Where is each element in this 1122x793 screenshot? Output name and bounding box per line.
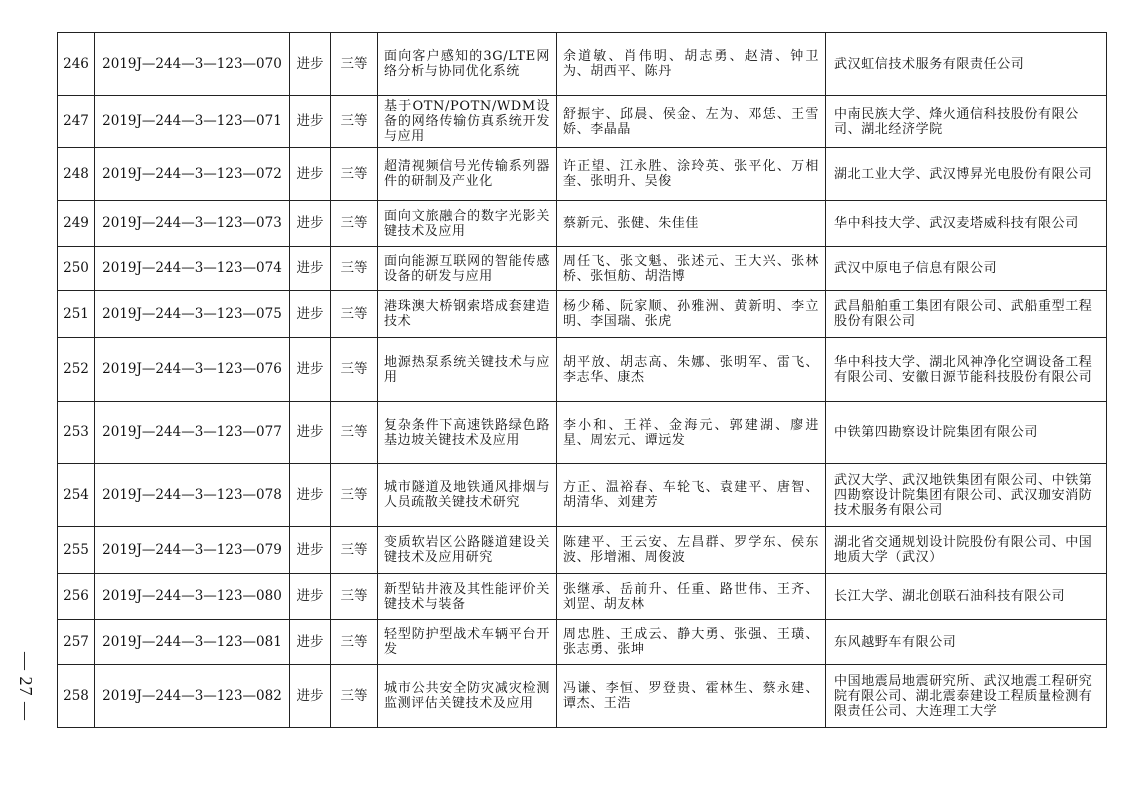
page-number-text: — 27 — <box>15 651 36 721</box>
registration-code-cell: 2019J—244—3—123—082 <box>95 665 290 728</box>
registration-code-cell: 2019J—244—3—123—076 <box>95 338 290 402</box>
row-number-cell: 250 <box>58 247 95 291</box>
award-type-cell: 进步 <box>290 291 331 338</box>
participants-cell: 周忠胜、王成云、静大勇、张强、王璜、张志勇、张坤 <box>557 620 826 665</box>
registration-code-cell: 2019J—244—3—123—077 <box>95 402 290 464</box>
project-title-cell: 地源热泵系统关键技术与应用 <box>378 338 557 402</box>
organizations-cell: 湖北省交通规划设计院股份有限公司、中国地质大学（武汉） <box>826 527 1107 574</box>
table-row <box>58 527 1107 574</box>
row-number-cell: 253 <box>58 402 95 464</box>
award-grade-cell: 三等 <box>331 96 378 148</box>
organizations-cell: 华中科技大学、武汉麦塔威科技有限公司 <box>826 201 1107 247</box>
participants-cell: 舒振宇、邱晨、侯金、左为、邓恁、王雪娇、李晶晶 <box>557 96 826 148</box>
award-type-cell: 进步 <box>290 527 331 574</box>
award-grade-cell: 三等 <box>331 402 378 464</box>
organizations-cell: 中国地震局地震研究所、武汉地震工程研究院有限公司、湖北震泰建设工程质量检测有限责任公司、大连理工大学 <box>826 665 1107 728</box>
organizations-cell: 中南民族大学、烽火通信科技股份有限公司、湖北经济学院 <box>826 96 1107 148</box>
project-title-cell: 变质软岩区公路隧道建设关键技术及应用研究 <box>378 527 557 574</box>
organizations-cell: 东风越野车有限公司 <box>826 620 1107 665</box>
award-grade-cell: 三等 <box>331 665 378 728</box>
table-row <box>58 665 1107 728</box>
table-row <box>58 247 1107 291</box>
registration-code-cell: 2019J—244—3—123—081 <box>95 620 290 665</box>
registration-code-cell: 2019J—244—3—123—070 <box>95 33 290 96</box>
award-grade-cell: 三等 <box>331 338 378 402</box>
registration-code-cell: 2019J—244—3—123—079 <box>95 527 290 574</box>
award-type-cell: 进步 <box>290 402 331 464</box>
registration-code-cell: 2019J—244—3—123—072 <box>95 148 290 201</box>
award-type-cell: 进步 <box>290 247 331 291</box>
award-type-cell: 进步 <box>290 201 331 247</box>
organizations-cell: 湖北工业大学、武汉博昇光电股份有限公司 <box>826 148 1107 201</box>
participants-cell: 冯谦、李恒、罗登贵、霍林生、蔡永建、谭杰、王浩 <box>557 665 826 728</box>
registration-code-cell: 2019J—244—3—123—075 <box>95 291 290 338</box>
organizations-cell: 长江大学、湖北创联石油科技有限公司 <box>826 574 1107 620</box>
registration-code-cell: 2019J—244—3—123—074 <box>95 247 290 291</box>
table-row <box>58 33 1107 96</box>
project-title-cell: 超清视频信号光传输系列器件的研制及产业化 <box>378 148 557 201</box>
award-grade-cell: 三等 <box>331 464 378 527</box>
participants-cell: 周任飞、张文魁、张述元、王大兴、张林桥、张恒舫、胡浩博 <box>557 247 826 291</box>
table-row <box>58 291 1107 338</box>
project-title-cell: 基于OTN/POTN/WDM设备的网络传输仿真系统开发与应用 <box>378 96 557 148</box>
row-number-cell: 248 <box>58 148 95 201</box>
row-number-cell: 246 <box>58 33 95 96</box>
award-type-cell: 进步 <box>290 574 331 620</box>
project-title-cell: 面向能源互联网的智能传感设备的研发与应用 <box>378 247 557 291</box>
participants-cell: 蔡新元、张健、朱佳佳 <box>557 201 826 247</box>
award-type-cell: 进步 <box>290 33 331 96</box>
project-title-cell: 港珠澳大桥钢索塔成套建造技术 <box>378 291 557 338</box>
registration-code-cell: 2019J—244—3—123—073 <box>95 201 290 247</box>
organizations-cell: 武昌船舶重工集团有限公司、武船重型工程股份有限公司 <box>826 291 1107 338</box>
award-type-cell: 进步 <box>290 464 331 527</box>
project-title-cell: 复杂条件下高速铁路绿色路基边坡关键技术及应用 <box>378 402 557 464</box>
award-grade-cell: 三等 <box>331 527 378 574</box>
participants-cell: 方正、温裕春、车轮飞、袁建平、唐智、胡清华、刘建芳 <box>557 464 826 527</box>
table-row <box>58 402 1107 464</box>
organizations-cell: 武汉中原电子信息有限公司 <box>826 247 1107 291</box>
organizations-cell: 武汉虹信技术服务有限责任公司 <box>826 33 1107 96</box>
participants-cell: 杨少稀、阮家顺、孙雅洲、黄新明、李立明、李国瑞、张虎 <box>557 291 826 338</box>
table-row <box>58 464 1107 527</box>
award-grade-cell: 三等 <box>331 574 378 620</box>
row-number-cell: 258 <box>58 665 95 728</box>
award-grade-cell: 三等 <box>331 148 378 201</box>
organizations-cell: 武汉大学、武汉地铁集团有限公司、中铁第四勘察设计院集团有限公司、武汉珈安消防技术服务有限公司 <box>826 464 1107 527</box>
row-number-cell: 251 <box>58 291 95 338</box>
award-grade-cell: 三等 <box>331 291 378 338</box>
award-type-cell: 进步 <box>290 665 331 728</box>
table-row <box>58 338 1107 402</box>
award-grade-cell: 三等 <box>331 201 378 247</box>
table-row <box>58 148 1107 201</box>
award-type-cell: 进步 <box>290 620 331 665</box>
participants-cell: 李小和、王祥、金海元、郭建湖、廖进星、周宏元、谭远发 <box>557 402 826 464</box>
table-row <box>58 574 1107 620</box>
registration-code-cell: 2019J—244—3—123—080 <box>95 574 290 620</box>
participants-cell: 张继承、岳前升、任重、路世伟、王齐、刘罡、胡友林 <box>557 574 826 620</box>
table-row <box>58 96 1107 148</box>
organizations-cell: 中铁第四勘察设计院集团有限公司 <box>826 402 1107 464</box>
participants-cell: 许正望、江永胜、涂玲英、张平化、万相奎、张明升、吴俊 <box>557 148 826 201</box>
project-title-cell: 城市隧道及地铁通风排烟与人员疏散关键技术研究 <box>378 464 557 527</box>
award-type-cell: 进步 <box>290 148 331 201</box>
project-title-cell: 面向客户感知的3G/LTE网络分析与协同优化系统 <box>378 33 557 96</box>
row-number-cell: 257 <box>58 620 95 665</box>
row-number-cell: 247 <box>58 96 95 148</box>
award-grade-cell: 三等 <box>331 620 378 665</box>
row-number-cell: 256 <box>58 574 95 620</box>
page-number <box>14 630 36 742</box>
award-grade-cell: 三等 <box>331 247 378 291</box>
participants-cell: 陈建平、王云安、左昌群、罗学东、侯东波、彤增湘、周俊波 <box>557 527 826 574</box>
award-grade-cell: 三等 <box>331 33 378 96</box>
award-type-cell: 进步 <box>290 338 331 402</box>
row-number-cell: 254 <box>58 464 95 527</box>
registration-code-cell: 2019J—244—3—123—071 <box>95 96 290 148</box>
table-row <box>58 620 1107 665</box>
registration-code-cell: 2019J—244—3—123—078 <box>95 464 290 527</box>
row-number-cell: 255 <box>58 527 95 574</box>
project-title-cell: 新型钻井液及其性能评价关键技术与装备 <box>378 574 557 620</box>
project-title-cell: 面向文旅融合的数字光影关键技术及应用 <box>378 201 557 247</box>
organizations-cell: 华中科技大学、湖北风神净化空调设备工程有限公司、安徽日源节能科技股份有限公司 <box>826 338 1107 402</box>
project-title-cell: 轻型防护型战术车辆平台开发 <box>378 620 557 665</box>
row-number-cell: 249 <box>58 201 95 247</box>
award-table <box>57 32 1107 728</box>
award-table-body <box>58 33 1107 728</box>
award-type-cell: 进步 <box>290 96 331 148</box>
row-number-cell: 252 <box>58 338 95 402</box>
participants-cell: 胡平放、胡志高、朱娜、张明军、雷飞、李志华、康杰 <box>557 338 826 402</box>
project-title-cell: 城市公共安全防灾减灾检测监测评估关键技术及应用 <box>378 665 557 728</box>
table-row <box>58 201 1107 247</box>
participants-cell: 余道敏、肖伟明、胡志勇、赵清、钟卫为、胡西平、陈丹 <box>557 33 826 96</box>
